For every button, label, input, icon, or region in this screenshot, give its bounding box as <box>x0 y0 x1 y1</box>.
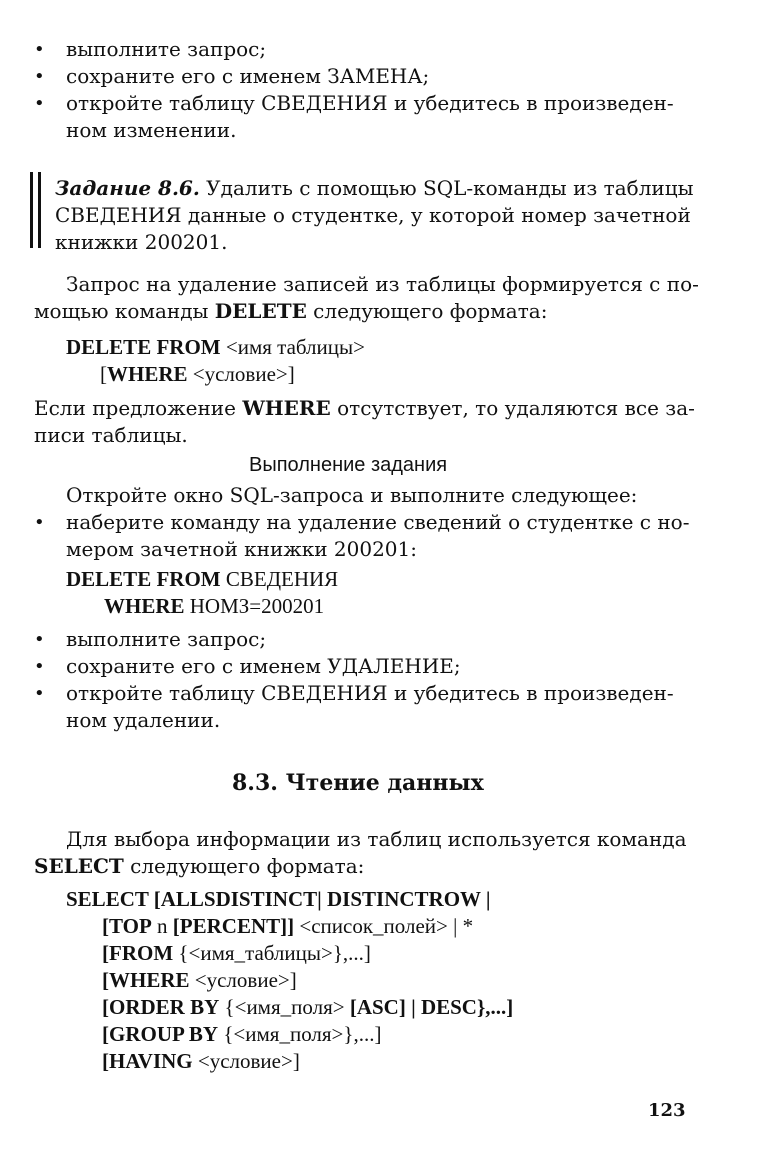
keyword: SELECT <box>34 854 124 878</box>
keyword: DELETE FROM <box>66 335 221 359</box>
list-item: сохраните его с именем УДАЛЕНИЕ; <box>66 654 461 678</box>
syntax-line <box>102 1021 381 1048</box>
paragraph-line: Запрос на удаление записей из таблицы формируется с по- <box>66 272 699 296</box>
paragraph-line: Для выбора информации из таблиц используется команда <box>66 827 687 851</box>
subheading: Выполнение задания <box>249 454 448 476</box>
text: НОМЗ=200201 <box>184 594 325 618</box>
list-item-continuation: ном удалении. <box>66 708 221 732</box>
text: <условие>] <box>187 362 295 386</box>
task-line-1 <box>55 175 694 202</box>
page-number: 123 <box>648 1100 686 1121</box>
syntax-line <box>66 886 491 913</box>
keyword: [ORDER BY <box>102 995 220 1019</box>
task-line-3: книжки 200201. <box>55 230 228 254</box>
paragraph-line <box>34 395 695 422</box>
syntax-line <box>102 940 371 967</box>
text: <условие>] <box>192 1049 300 1073</box>
text: <список_полей> | * <box>294 914 474 938</box>
syntax-line <box>102 1048 300 1075</box>
bullet-marker: • <box>34 66 45 87</box>
bullet-marker: • <box>34 512 45 533</box>
text: n <box>151 914 173 938</box>
task-text: Удалить с помощью SQL-команды из таблицы <box>199 176 694 200</box>
list-item: наберите команду на удаление сведений о студентке с но- <box>66 510 690 534</box>
text: отсутствует, то удаляются все за- <box>330 396 695 420</box>
keyword: [HAVING <box>102 1049 193 1073</box>
keyword: WHERE <box>104 594 185 618</box>
syntax-line <box>100 361 295 388</box>
text: следующего формата: <box>123 854 365 878</box>
keyword: WHERE <box>107 362 188 386</box>
keyword: [GROUP BY <box>102 1022 219 1046</box>
keyword: WHERE <box>242 396 331 420</box>
bullet-marker: • <box>34 683 45 704</box>
text: {<имя_таблицы>},...] <box>173 941 371 965</box>
text: Если предложение <box>34 396 243 420</box>
syntax-line <box>102 994 513 1021</box>
paragraph-line <box>34 298 547 325</box>
syntax-line <box>102 967 297 994</box>
text: <условие>] <box>189 968 297 992</box>
task-margin-bar <box>38 172 41 248</box>
keyword: DELETE <box>214 299 307 323</box>
text: СВЕДЕНИЯ <box>220 567 339 591</box>
paragraph-line: писи таблицы. <box>34 423 188 447</box>
task-margin-bar <box>30 172 33 248</box>
bullet-marker: • <box>34 93 45 114</box>
list-item: откройте таблицу СВЕДЕНИЯ и убедитесь в произведен- <box>66 91 674 115</box>
text: {<имя_поля> <box>219 995 345 1019</box>
keyword: [PERCENT]] <box>172 914 295 938</box>
keyword: [ASC] | DESC},...] <box>344 995 514 1019</box>
text: следующего формата: <box>306 299 548 323</box>
text: [ <box>100 362 107 386</box>
list-item-continuation: ном изменении. <box>66 118 237 142</box>
syntax-line <box>102 913 473 940</box>
section-title: 8.3. Чтение данных <box>232 770 484 796</box>
list-item-continuation: мером зачетной книжки 200201: <box>66 537 417 561</box>
keyword: SELECT [ALLSDISTINCT| DISTINCTROW | <box>66 887 491 911</box>
bullet-marker: • <box>34 629 45 650</box>
code-line <box>104 593 324 620</box>
text: {<имя_поля>},...] <box>218 1022 382 1046</box>
paragraph-line <box>34 853 364 880</box>
list-item: выполните запрос; <box>66 37 267 61</box>
list-item: выполните запрос; <box>66 627 267 651</box>
text: мощью команды <box>34 299 215 323</box>
list-item: сохраните его с именем ЗАМЕНА; <box>66 64 430 88</box>
task-label: Задание 8.6. <box>55 176 200 200</box>
task-line-2: СВЕДЕНИЯ данные о студентке, у которой номер зачетной <box>55 203 691 227</box>
keyword: DELETE FROM <box>66 567 221 591</box>
keyword: [WHERE <box>102 968 190 992</box>
text: <имя таблицы> <box>220 335 365 359</box>
keyword: [TOP <box>102 914 152 938</box>
keyword: [FROM <box>102 941 174 965</box>
syntax-line <box>66 334 365 361</box>
bullet-marker: • <box>34 39 45 60</box>
bullet-marker: • <box>34 656 45 677</box>
list-item: откройте таблицу СВЕДЕНИЯ и убедитесь в произведен- <box>66 681 674 705</box>
code-line <box>66 566 338 593</box>
paragraph-line: Откройте окно SQL-запроса и выполните следующее: <box>66 483 638 507</box>
